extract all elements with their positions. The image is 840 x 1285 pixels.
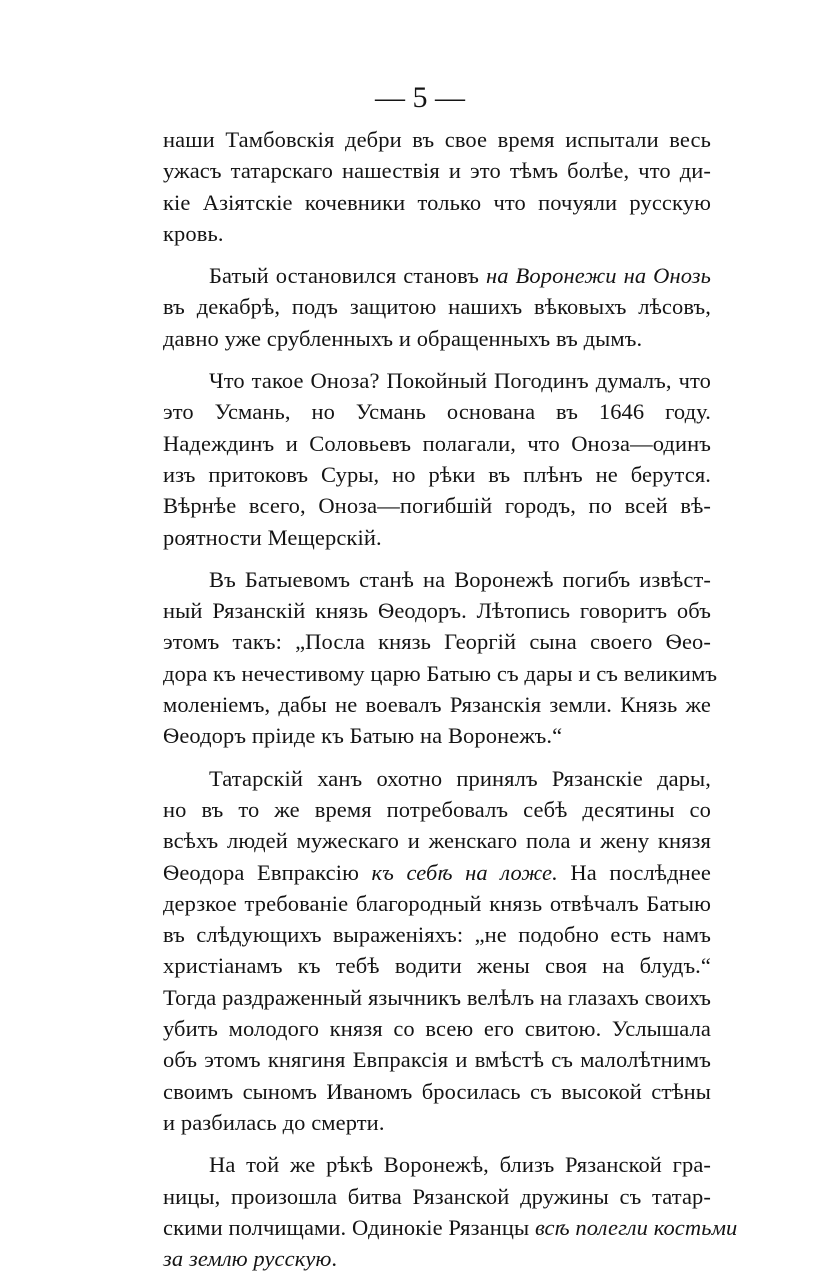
text-line: дерзкое требованіе благородный князь отвѣчалъ Батыю — [163, 890, 711, 916]
text-run: Ѳеодора Евпраксію — [163, 859, 359, 885]
paragraph — [163, 1149, 738, 1274]
text-line: дора къ нечестивому царю Батыю съ дары и съ великимъ — [163, 660, 718, 686]
text-line: Надеждинъ и Соловьевъ полагали, что Оноза—одинъ — [163, 430, 711, 456]
text-line: кіе Азіятскіе кочевники только что почуяли русскую — [163, 189, 711, 215]
italic-text: на Воронежи на Онозь — [485, 263, 712, 289]
italic-text: всѣ полегли костьми — [534, 1214, 738, 1240]
text-line: изъ притоковъ Суры, но рѣки въ плѣнъ не берутся. — [163, 461, 711, 487]
paragraph — [163, 365, 711, 553]
paragraph — [163, 260, 711, 354]
text-line: ный Рязанскій князь Ѳеодоръ. Лѣтопись говоритъ объ — [163, 598, 711, 624]
text-line: Татарскій ханъ охотно принялъ Рязанскіе дары, — [209, 765, 711, 791]
text-run: Батый остановился становъ — [209, 263, 480, 289]
text-line: своимъ сыномъ Иваномъ бросилась съ высокой стѣны — [163, 1078, 711, 1104]
text-line: объ этомъ княгиня Евпраксія и вмѣстѣ съ малолѣтнимъ — [163, 1047, 711, 1073]
page-number: — 5 — — [375, 81, 465, 114]
text-line: въ слѣдующихъ выраженіяхъ: „не подобно есть намъ — [163, 922, 711, 948]
text-line — [163, 857, 711, 888]
paragraph — [163, 124, 711, 249]
text-line: Тогда раздраженный язычникъ велѣлъ на глазахъ своихъ — [163, 984, 711, 1010]
text-line: христіанамъ къ тебѣ водити жены своя на блудъ.“ — [163, 953, 711, 979]
text-line: этомъ такъ: „Посла князь Георгій сына своего Ѳео- — [163, 629, 711, 655]
text-line — [163, 1243, 711, 1274]
text-line: и разбилась до смерти. — [163, 1109, 385, 1135]
text-line: Что такое Оноза? Покойный Погодинъ думалъ, что — [209, 368, 711, 394]
text-line: Въ Батыевомъ станѣ на Воронежѣ погибъ извѣст- — [209, 566, 711, 592]
text-line: ницы, произошла битва Рязанской дружины съ татар- — [163, 1183, 711, 1209]
text-line: кровь. — [163, 220, 224, 246]
text-line: давно уже срубленныхъ и обращенныхъ въ дымъ. — [163, 325, 643, 351]
text-run: . — [331, 1246, 338, 1272]
italic-text: за землю русскую — [163, 1246, 332, 1272]
text-line: роятности Мещерскій. — [163, 524, 382, 550]
document-body — [163, 124, 738, 1285]
paragraph — [163, 564, 718, 752]
paragraph — [163, 763, 711, 1139]
text-run: На послѣднее — [570, 859, 711, 885]
text-line — [163, 260, 711, 291]
text-line: всѣхъ людей мужескаго и женскаго пола и жену князя — [163, 828, 711, 854]
text-line: Вѣрнѣе всего, Оноза—погибшій городъ, по всей вѣ- — [163, 493, 711, 519]
text-line: убить молодого князя со всею его свитою. Услышала — [163, 1016, 711, 1042]
text-line: На той же рѣкѣ Воронежѣ, близъ Рязанской гра- — [209, 1152, 711, 1178]
text-line: это Усмань, но Усмань основана въ 1646 году. — [163, 399, 711, 425]
text-line: наши Тамбовскія дебри въ свое время испытали весь — [163, 127, 711, 152]
text-line: но въ то же время потребовалъ себѣ десятины со — [163, 796, 711, 822]
italic-text: къ себѣ на ложе. — [371, 859, 558, 885]
text-line: Ѳеодоръ пріиде къ Батыю на Воронежъ.“ — [163, 723, 563, 749]
text-run: скими полчищами. Одинокіе Рязанцы — [163, 1214, 530, 1240]
text-line: ужасъ татарскаго нашествія и это тѣмъ болѣе, что ди- — [163, 158, 711, 184]
text-line: моленіемъ, дабы не воевалъ Рязанскія земли. Князь же — [163, 692, 711, 718]
text-line: въ декабрѣ, подъ защитою нашихъ вѣковыхъ лѣсовъ, — [163, 294, 711, 320]
text-line — [163, 1212, 738, 1243]
